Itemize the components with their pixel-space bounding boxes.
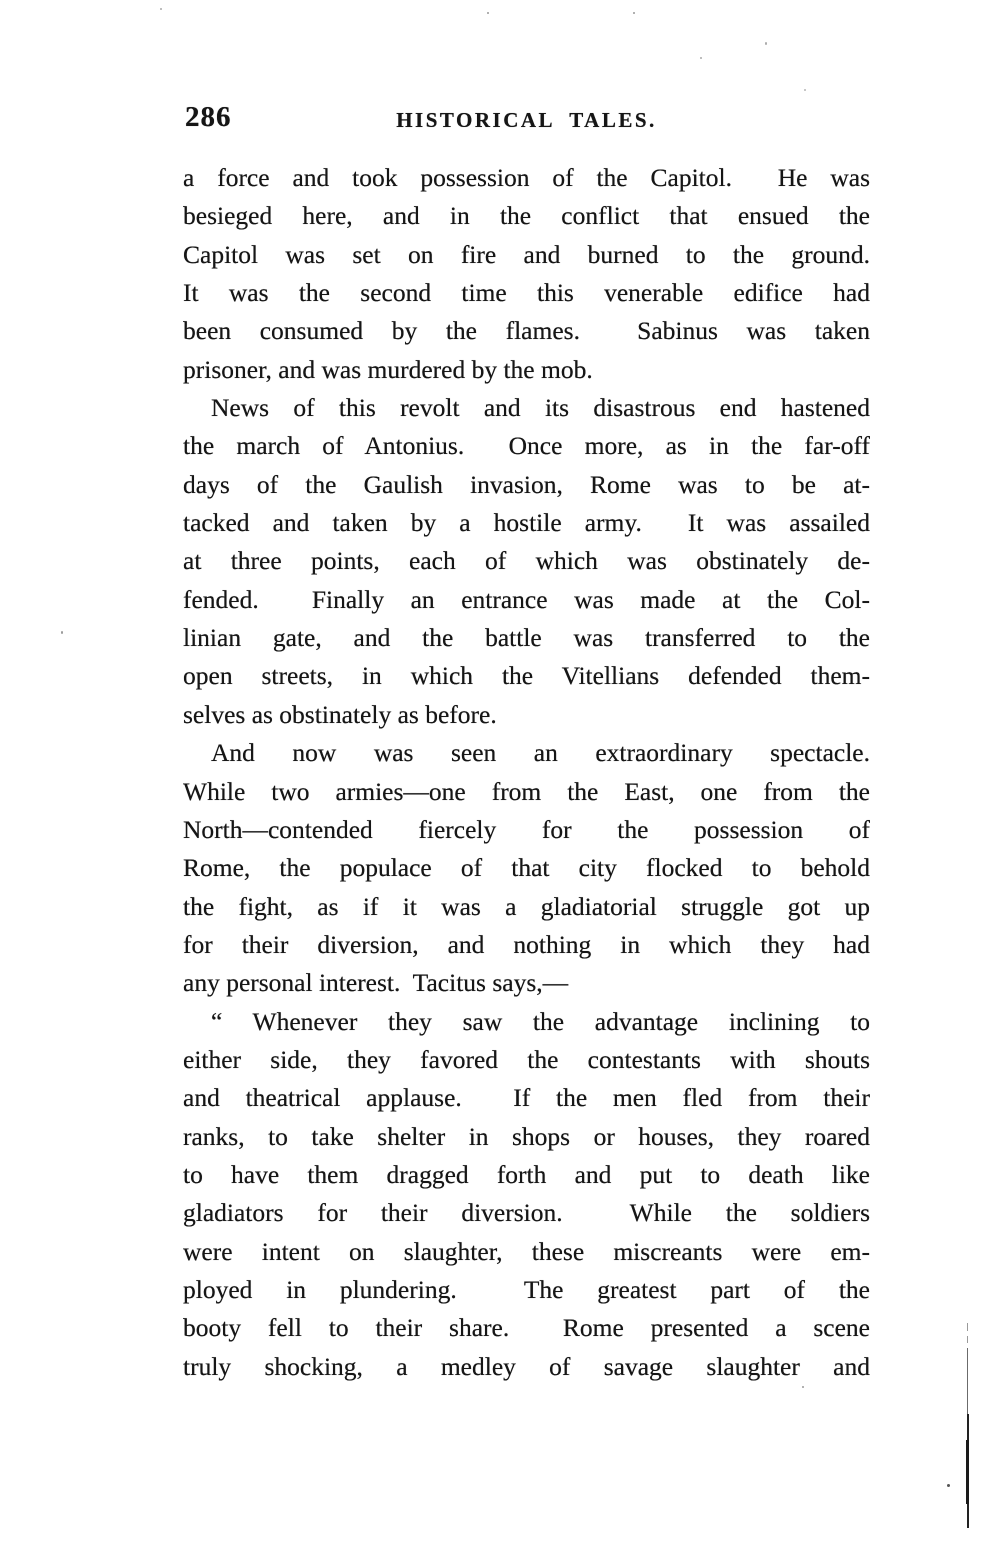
text-line: North—contended fiercely for the possession of: [183, 814, 870, 844]
text-line: been consumed by the flames. Sabinus was taken: [183, 316, 870, 346]
text-line: any personal interest. Tacitus says,—: [183, 968, 569, 998]
text-line: Rome, the populace of that city flocked to behold: [183, 853, 870, 883]
text-line: ployed in plundering. The greatest part of the: [183, 1274, 870, 1304]
scan-speck: [61, 631, 63, 634]
scan-speck: [633, 12, 635, 14]
text-line: for their diversion, and nothing in which they had: [183, 929, 870, 959]
text-line: News of this revolt and its disastrous end hastened: [211, 393, 870, 423]
text-line: and theatrical applause. If the men fled from their: [183, 1083, 870, 1113]
scan-line-artifact: [967, 1348, 968, 1414]
text-line: And now was seen an extraordinary spectacle.: [211, 738, 870, 768]
text-line: open streets, in which the Vitellians defended them-: [183, 661, 870, 691]
running-header: [183, 100, 870, 134]
text-line: were intent on slaughter, these miscreants were em-: [183, 1236, 870, 1266]
text-line: linian gate, and the battle was transferred to the: [183, 623, 870, 653]
text-line: either side, they favored the contestants with shouts: [183, 1044, 870, 1074]
text-line: gladiators for their diversion. While the soldiers: [183, 1198, 870, 1228]
text-line: ranks, to take shelter in shops or houses, they roared: [183, 1121, 870, 1151]
text-line: fended. Finally an entrance was made at the Col-: [183, 584, 870, 614]
text-line: tacked and taken by a hostile army. It was assailed: [183, 508, 870, 538]
running-header-title: HISTORICAL TALES.: [396, 108, 657, 132]
scan-line-artifact: [967, 1323, 968, 1331]
text-line: While two armies—one from the East, one from the: [183, 776, 870, 806]
text-line: booty fell to their share. Rome presented a scene: [183, 1313, 870, 1343]
scan-speck: [765, 42, 767, 45]
body-text-block: [183, 159, 870, 1386]
scan-speck: [487, 12, 489, 14]
scan-line-artifact: [967, 1336, 968, 1343]
text-line: selves as obstinately as before.: [183, 699, 497, 729]
text-line: It was the second time this venerable edifice had: [183, 278, 870, 308]
scan-line-artifact: [966, 1440, 969, 1504]
text-line: at three points, each of which was obstinately de-: [183, 546, 870, 576]
scan-speck: [804, 89, 806, 91]
text-line: prisoner, and was murdered by the mob.: [183, 354, 593, 384]
scan-speck: [160, 8, 162, 10]
text-line: truly shocking, a medley of savage slaughter and: [183, 1351, 870, 1381]
text-line: days of the Gaulish invasion, Rome was to be at-: [183, 469, 870, 499]
text-line: besieged here, and in the conflict that ensued the: [183, 201, 870, 231]
scan-speck: [700, 57, 702, 59]
text-line: “ Whenever they saw the advantage inclining to: [211, 1006, 870, 1036]
text-line: a force and took possession of the Capitol. He was: [183, 163, 870, 192]
text-line: the fight, as if it was a gladiatorial struggle got up: [183, 891, 870, 921]
text-line: the march of Antonius. Once more, as in the far-off: [183, 431, 870, 461]
scan-speck: [947, 1484, 950, 1487]
scan-speck: [802, 1386, 804, 1388]
text-line: Capitol was set on fire and burned to the ground.: [183, 239, 870, 269]
page-number: 286: [185, 101, 232, 133]
text-line: to have them dragged forth and put to death like: [183, 1159, 870, 1189]
